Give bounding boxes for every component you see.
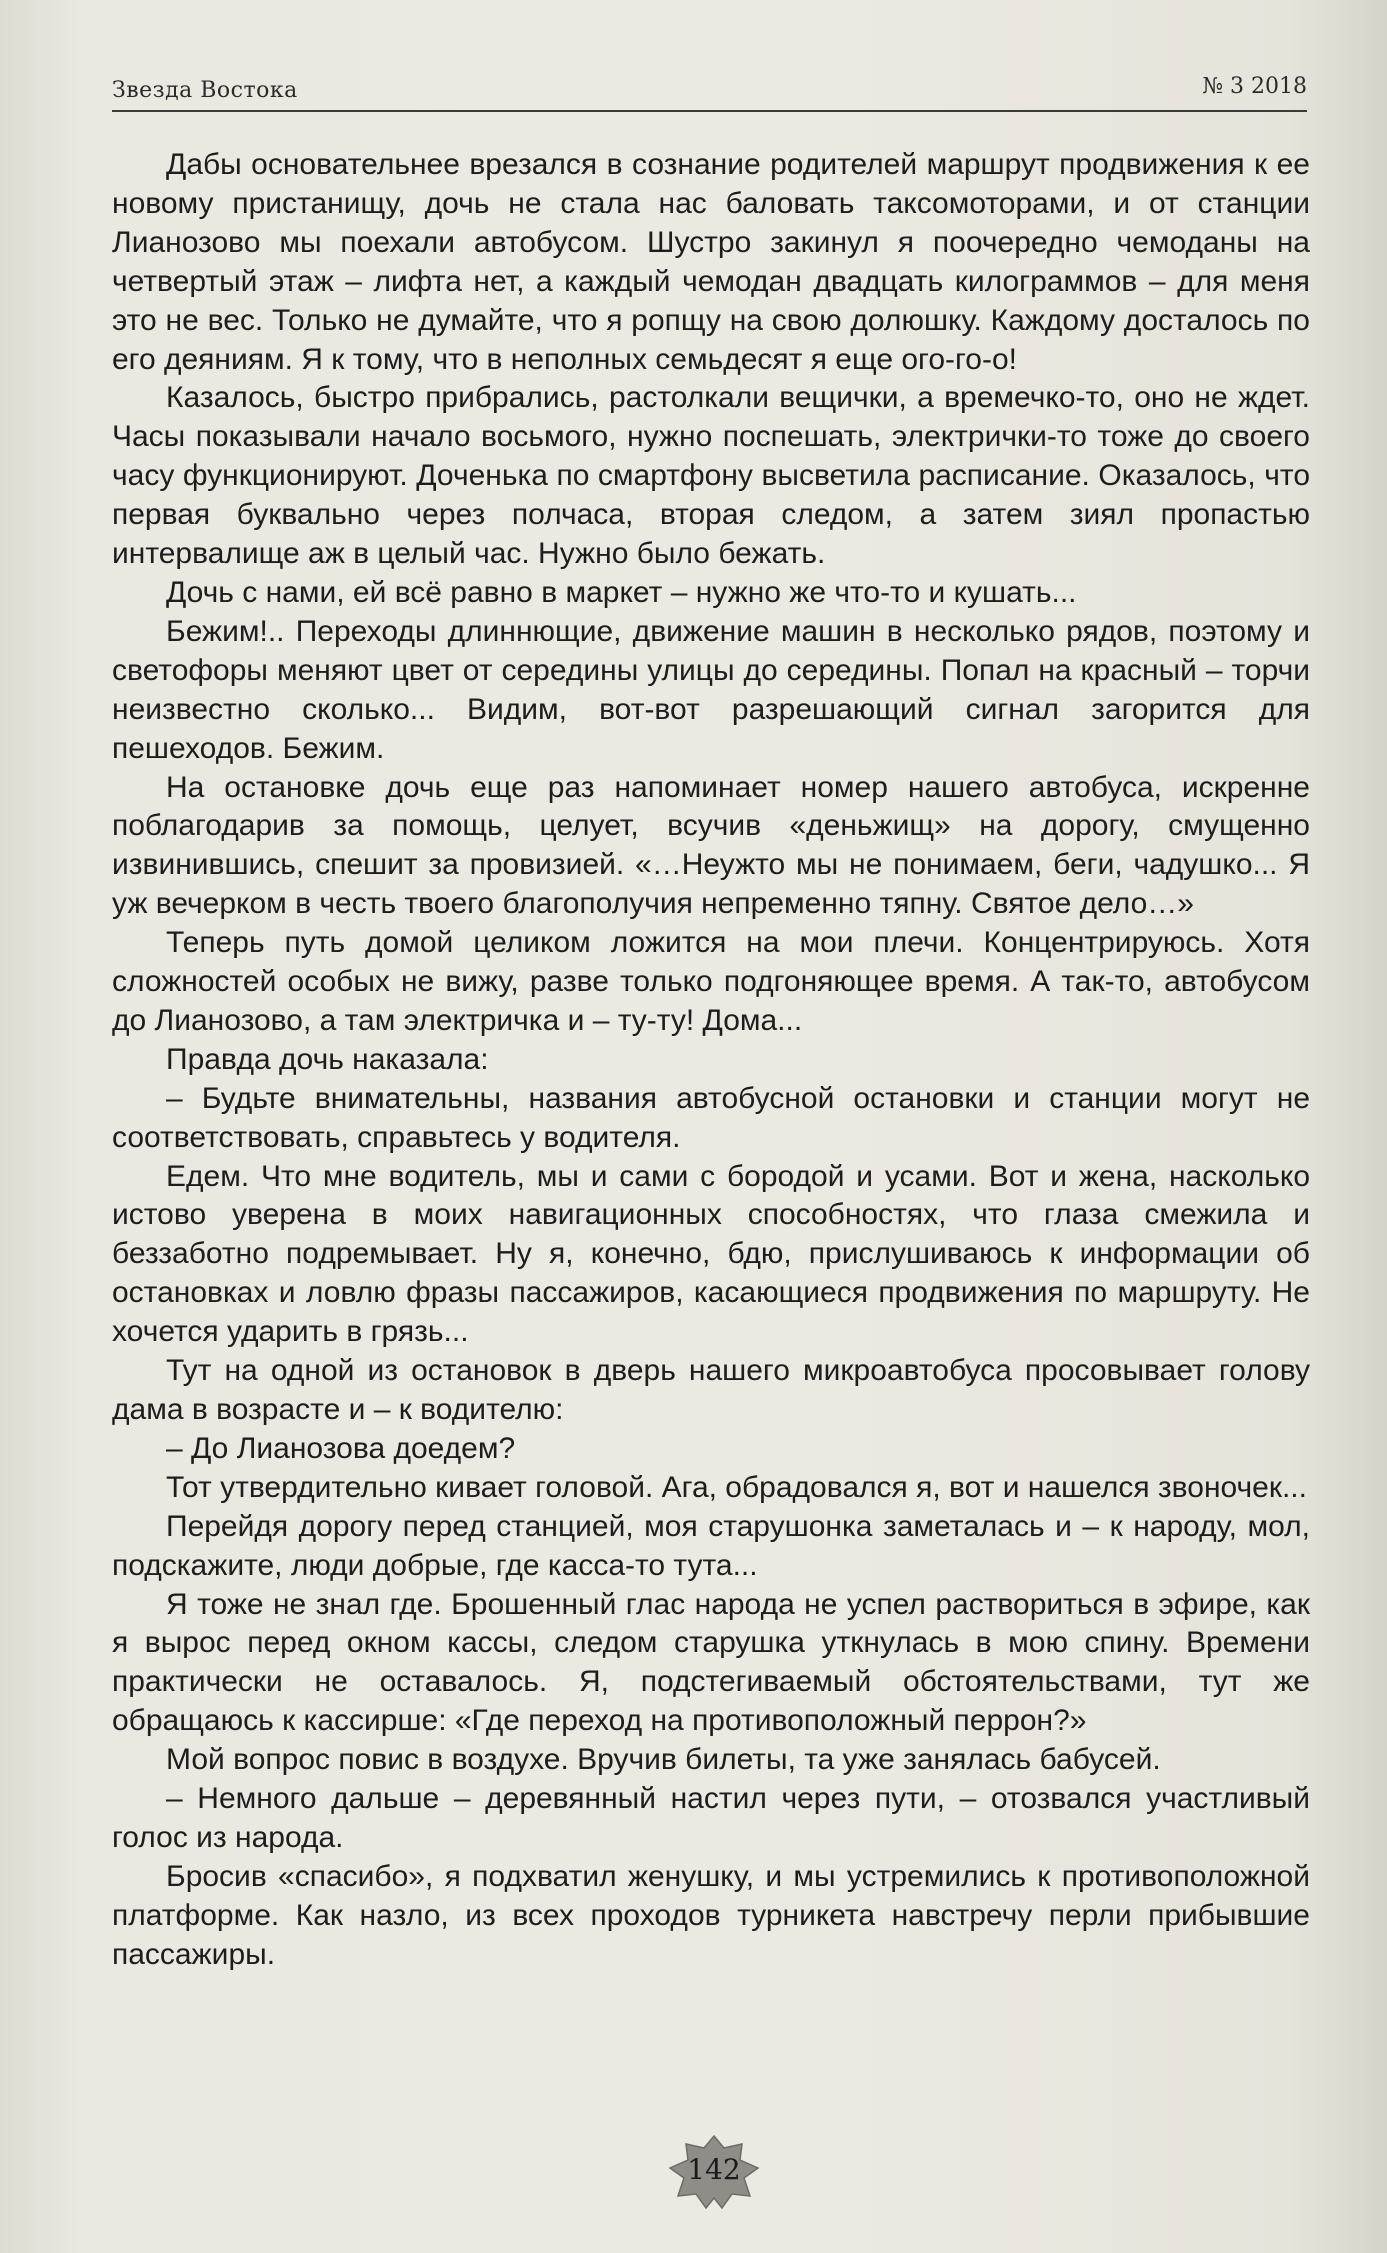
paragraph: – Будьте внимательны, названия автобусной остановки и станции могут не соответствовать, справьтесь у водителя.	[112, 1081, 1310, 1154]
paragraph: Мой вопрос повис в воздухе. Вручив билеты, та уже занялась бабусей.	[166, 1743, 1161, 1777]
issue-number: № 3 2018	[1202, 74, 1307, 99]
paragraph: Перейдя дорогу перед станцией, моя старушонка заметалась и – к народу, мол, подскажите, люди добрые, где касса-то тута...	[112, 1509, 1310, 1582]
running-header	[112, 72, 1307, 112]
paragraph: – До Лианозова доедем?	[166, 1431, 516, 1465]
paragraph: Тот утвердительно кивает головой. Ага, обрадовался я, вот и нашелся звоночек...	[166, 1470, 1307, 1504]
header-rule	[112, 110, 1307, 112]
paragraph: – Немного дальше – деревянный настил через пути, – отозвался участливый голос из народа.	[112, 1782, 1310, 1854]
journal-title: Звезда Востока	[112, 78, 298, 103]
paragraph: Бежим!.. Переходы длиннющие, движение машин в несколько рядов, поэтому и светофоры меняют цвет от середины улицы до середины. Попал на красный – торчи неизвестно сколько... Видим, вот-вот разрешающий сигнал загорится для пешеходов. Бежим.	[112, 614, 1310, 765]
paragraph: Казалось, быстро прибрались, растолкали вещички, а времечко-то, оно не ждет. Часы показывали начало восьмого, нужно поспешать, электрички-то тоже до своего часу функционируют. Доченька по смартфону высветила расписание. Оказалось, что первая буквально через полчаса, вторая следом, а затем зиял пропастью интервалище аж в целый час. Нужно было бежать.	[112, 381, 1310, 571]
paragraph: На остановке дочь еще раз напоминает номер нашего автобуса, искренне поблагодарив за помощь, целует, всучив «деньжищ» на дорогу, смущенно извинившись, спешит за провизией. «…Неужто мы не понимаем, беги, чадушко... Я уж вечерком в честь твоего благополучия непременно тяпну. Святое дело…»	[112, 770, 1310, 921]
paragraph: Тут на одной из остановок в дверь нашего микроавтобуса просовывает голову дама в возрасте и – к водителю:	[112, 1354, 1310, 1426]
paragraph: Бросив «спасибо», я подхватил женушку, и мы устремились к противоположной платформе. Как назло, из всех проходов турникета навстречу перли прибывшие пассажиры.	[112, 1859, 1310, 1971]
article-body	[112, 146, 1310, 1975]
paragraph: Дабы основательнее врезался в сознание родителей маршрут продвижения к ее новому пристанищу, дочь не стала нас баловать таксомоторами, и от станции Лианозово мы поехали автобусом. Шустро закинул я поочередно чемоданы на четвертый этаж – лифта нет, а каждый чемодан двадцать килограммов – для меня это не вес. Только не думайте, что я ропщу на свою долюшку. Каждому досталось по его деяниям. Я к тому, что в неполных семьдесят я еще ого-го-о!	[112, 148, 1310, 376]
page-number-ornament	[666, 2134, 762, 2210]
paragraph: Дочь с нами, ей всё равно в маркет – нужно же что-то и кушать...	[166, 575, 1077, 609]
paragraph: Теперь путь домой целиком ложится на мои плечи. Концентрируюсь. Хотя сложностей особых не вижу, разве только подгоняющее время. А так-то, автобусом до Лианозово, а там электричка и – ту-ту! Дома...	[112, 926, 1310, 1037]
paragraph: Я тоже не знал где. Брошенный глас народа не успел раствориться в эфире, как я вырос перед окном кассы, следом старушка уткнулась в мою спину. Времени практически не оставалось. Я, подстегиваемый обстоятельствами, тут же обращаюсь к кассирше: «Где переход на противоположный перрон?»	[112, 1587, 1310, 1738]
paragraph: Едем. Что мне водитель, мы и сами с бородой и усами. Вот и жена, насколько истово уверена в моих навигационных способностях, что глаза смежила и беззаботно подремывает. Ну я, конечно, бдю, прислушиваюсь к информации об остановках и ловлю фразы пассажиров, касающиеся продвижения по маршруту. Не хочется ударить в грязь...	[112, 1159, 1310, 1349]
paragraph: Правда дочь наказала:	[166, 1042, 489, 1076]
page-number: 142	[687, 2153, 741, 2186]
